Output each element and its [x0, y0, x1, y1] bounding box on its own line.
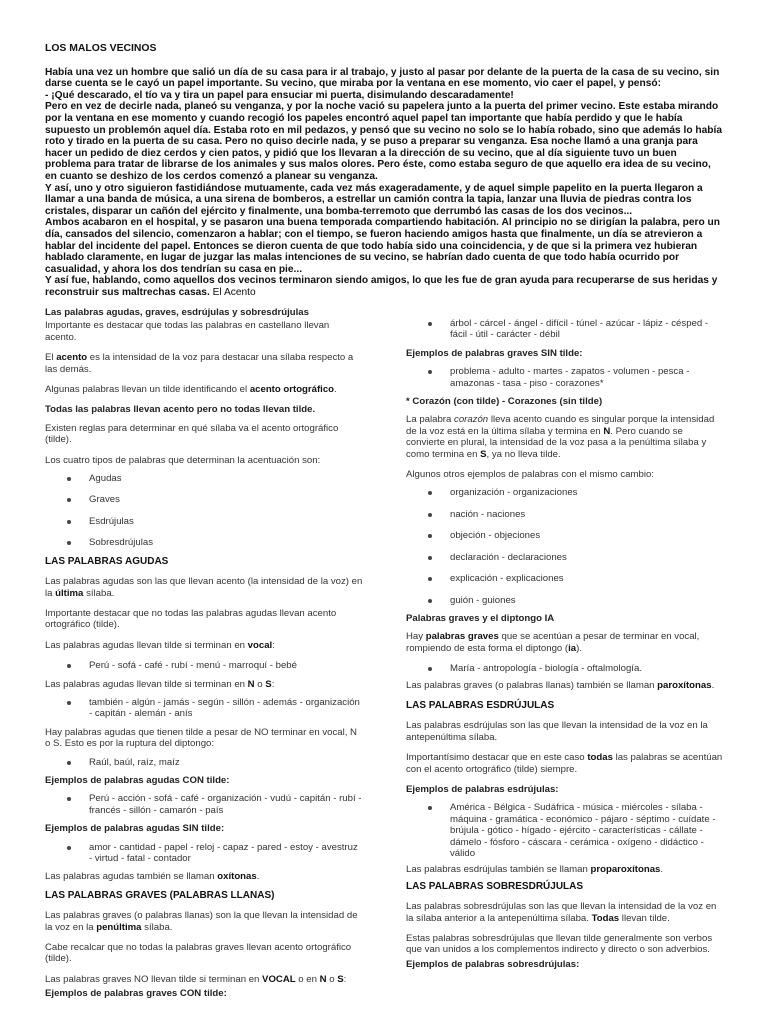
examples-heading: Ejemplos de palabras graves SIN tilde:	[406, 347, 583, 359]
list-item: árbol - cárcel - ángel - difícil - túnel - azúcar - lápiz - césped - fácil - útil - carácter - débil	[406, 318, 724, 341]
list-item: Graves	[45, 494, 363, 505]
section-heading-agudas: LAS PALABRAS AGUDAS	[45, 555, 169, 567]
changes-list	[406, 487, 724, 605]
paragraph: Hay palabras graves que se acentúan a pesar de terminar en vocal, rompiendo de esta forma el diptongo (ia).	[406, 631, 700, 654]
story-paragraph: Ambos acabaron en el hospital, y se pasaron una buena temporada compartiendo habitación. Al principio no se dirigían la palabra, pero un día, cansados del silencio, comenzaron a hablar; con el tiempo, se fueron haciendo amigos hasta que finalmente, un día se atrevieron a hablar del incidente del papel. Entonces se dieron cuenta de que todo había sido una coincidencia, y de que si la primera vez hubieran hablado claramente, en lugar de juzgar las malas intenciones de su vecino, se habrían dado cuenta de que todo había ocurrido por casualidad, y ahora los dos tendrían su casa en pie...	[45, 217, 720, 275]
paragraph: Algunos otros ejemplos de palabras con el mismo cambio:	[406, 469, 654, 481]
paragraph: Los cuatro tipos de palabras que determinan la acentuación son:	[45, 454, 321, 466]
paragraph: Importantísimo destacar que en este caso todas las palabras se acentúan con el acento ortográfico (tilde) siempre.	[406, 752, 723, 775]
paragraph: Estas palabras sobresdrújulas que llevan tilde generalmente son verbos que van unidos a los complementos indirecto y directo o son adverbios.	[406, 933, 713, 956]
paragraph: Las palabras agudas llevan tilde si terminan en N o S:	[45, 678, 275, 690]
list-item: declaración - declaraciones	[406, 552, 724, 563]
left-column	[45, 307, 363, 1002]
examples-heading: Ejemplos de palabras sobresdrújulas:	[406, 958, 580, 970]
examples-heading: Ejemplos de palabras graves CON tilde:	[45, 988, 227, 1000]
paragraph: Las palabras graves NO llevan tilde si terminan en VOCAL o en N o S:	[45, 973, 347, 985]
story-section	[45, 43, 725, 298]
section-heading-graves: LAS PALABRAS GRAVES (PALABRAS LLANAS)	[45, 889, 275, 901]
list-item: Sobresdrújulas	[45, 537, 363, 548]
word-types-list	[45, 473, 363, 549]
paragraph: Las palabras sobresdrújulas son las que llevan la intensidad de la voz en la sílaba anterior a la antepenúltima sílaba. Todas llevan tilde.	[406, 901, 717, 924]
paragraph: Cabe recalcar que no todas la palabras graves llevan acento ortográfico (tilde).	[45, 942, 352, 965]
list-item: también - algún - jamás - según - sillón - además - organización - capitán - alemán - anís	[45, 697, 363, 720]
paragraph: Las palabras esdrújulas también se llaman proparoxítonas.	[406, 864, 664, 876]
paragraph: Las palabras agudas son las que llevan acento (la intensidad de la voz) en la última sílaba.	[45, 576, 363, 599]
paragraph-bold: Todas las palabras llevan acento pero no todas llevan tilde.	[45, 404, 316, 416]
list-item: guión - guiones	[406, 595, 724, 606]
story-paragraph: - ¡Qué descarado, el tío va y tira un papel para ensuciar mi puerta, disimulando descaradamente!	[45, 89, 514, 101]
examples-list	[45, 660, 363, 671]
paragraph: Las palabras esdrújulas son las que llevan la intensidad de la voz en la antepenúltima sílaba.	[406, 720, 708, 743]
list-item: Esdrújulas	[45, 516, 363, 527]
paragraph: Importante es destacar que todas las palabras en castellano llevan acento.	[45, 320, 330, 343]
list-item: América - Bélgica - Sudáfrica - música - miércoles - sílaba - máquina - gramática - económico - pájaro - séptimo - cuídate - brújula - gótico - hígado - ejército - características - cállate - dámelo - fósforo - cáscara - cerámica - oxígeno - didáctico - válido	[406, 802, 724, 859]
paragraph: Las palabras agudas también se llaman oxítonas.	[45, 871, 260, 883]
story-paragraph: Y así, uno y otro siguieron fastidiándose mutuamente, cada vez más exageradamente, y de aquel simple papelito en la puerta llegaron a llamar a una banda de música, a una sirena de bomberos, a estrellar un camión contra la tapia, lanzar una lluvia de piedras contra los cristales, disparar un cañón del ejército y finalmente, una bomba-terremoto que derrumbó las casas de los dos vecinos...	[45, 182, 703, 217]
paragraph: Las palabras agudas llevan tilde si terminan en vocal:	[45, 639, 275, 651]
examples-list	[406, 802, 724, 859]
story-title: LOS MALOS VECINOS	[45, 43, 157, 54]
section-heading-esdrujulas: LAS PALABRAS ESDRÚJULAS	[406, 699, 555, 711]
list-item: Raúl, baúl, raíz, maíz	[45, 757, 363, 768]
list-item: nación - naciones	[406, 509, 724, 520]
list-item: Agudas	[45, 473, 363, 484]
paragraph: Las palabras graves (o palabras llanas) son la que llevan la intensidad de la voz en la penúltima sílaba.	[45, 910, 358, 933]
examples-list	[45, 793, 363, 816]
paragraph: El acento es la intensidad de la voz para destacar una sílaba respecto a las demás.	[45, 352, 354, 375]
list-item: Perú - sofá - café - rubí - menú - marroquí - bebé	[45, 660, 363, 671]
list-item: amor - cantidad - papel - reloj - capaz - pared - estoy - avestruz - virtud - fatal - contador	[45, 842, 363, 865]
list-item: María - antropología - biología - oftalmología.	[406, 663, 724, 674]
examples-heading: * Corazón (con tilde) - Corazones (sin tilde)	[406, 396, 603, 408]
list-item: problema - adulto - martes - zapatos - volumen - pesca - amazonas - tasa - piso - corazones*	[406, 366, 724, 389]
paragraph: Existen reglas para determinar en qué sílaba va el acento ortográfico (tilde).	[45, 422, 339, 446]
paragraph: Importante destacar que no todas las palabras agudas llevan acento ortográfico (tilde).	[45, 607, 337, 631]
examples-heading: Ejemplos de palabras esdrújulas:	[406, 783, 559, 795]
story-paragraph: Había una vez un hombre que salió un día de su casa para ir al trabajo, y justo al pasar por delante de la puerta de la casa de su vecino, sin darse cuenta se le cayó un papel importante. Su vecino, que miraba por la ventana en ese momento, vio caer el papel, y pensó:	[45, 66, 720, 90]
paragraph: La palabra corazón lleva acento cuando es singular porque la intensidad de la voz está en la última sílaba y termina en N. Pero cuando se convierte en plural, la intensidad de la voz pasa a la penúltima sílaba y como termina en S, ya no lleva tilde.	[406, 414, 715, 460]
right-column	[406, 318, 724, 972]
story-paragraph: Pero en vez de decirle nada, planeó su venganza, y por la noche vació su papelera junto a la puerta del primer vecino. Este estaba mirando por la ventana en ese momento y cuando recogió los papeles encontró aquel papel tan importante que había perdido y que le había supuesto un problemón aquel día. Estaba roto en mil pedazos, y pensó que su vecino no solo se lo había robado, sino que además lo había roto y tirado en la puerta de su casa. Pero no quiso decirle nada, y se puso a preparar su venganza. Esa noche llamó a una granja para hacer un pedido de diez cerdos y cien patos, y pidió que los llevaran a la dirección de su vecino, que al día siguiente tuvo un buen problema para tratar de librarse de los animales y sus malos olores. Pero éste, como estaba seguro de que aquello era idea de su vecino, en cuanto se deshizo de los cerdos comenzó a planear su venganza.	[45, 101, 723, 182]
list-item: explicación - explicaciones	[406, 573, 724, 584]
examples-heading: Ejemplos de palabras agudas SIN tilde:	[45, 823, 225, 835]
paragraph: Hay palabras agudas que tienen tilde a pesar de NO terminar en vocal, N o S. Esto es por la ruptura del diptongo:	[45, 726, 357, 750]
section-heading-sobresdrujulas: LAS PALABRAS SOBRESDRÚJULAS	[406, 880, 584, 892]
examples-list	[45, 697, 363, 720]
story-paragraph-last: Y así fue, hablando, como aquellos dos vecinos terminaron siendo amigos, lo que les fue de gran ayuda para recuperarse de sus heridas y reconstruir sus maltrechas casas. El Acento	[45, 275, 718, 298]
list-item: objeción - objeciones	[406, 530, 724, 541]
examples-list	[406, 318, 724, 341]
paragraph: Algunas palabras llevan un tilde identificando el acento ortográfico.	[45, 384, 337, 396]
examples-list	[406, 366, 724, 389]
examples-list	[45, 842, 363, 865]
section-subtitle: Las palabras agudas, graves, esdrújulas y sobresdrújulas	[45, 307, 309, 318]
list-item: organización - organizaciones	[406, 487, 724, 498]
examples-heading: Ejemplos de palabras agudas CON tilde:	[45, 774, 230, 786]
accent-heading: El Acento	[212, 286, 256, 298]
list-item: Perú - acción - sofá - café - organización - vudú - capitán - rubí - francés - sillón - camarón - país	[45, 793, 363, 816]
examples-heading: Palabras graves y el diptongo IA	[406, 612, 555, 624]
examples-list	[45, 757, 363, 768]
paragraph: Las palabras graves (o palabras llanas) también se llaman paroxítonas.	[406, 679, 715, 691]
examples-list	[406, 663, 724, 674]
